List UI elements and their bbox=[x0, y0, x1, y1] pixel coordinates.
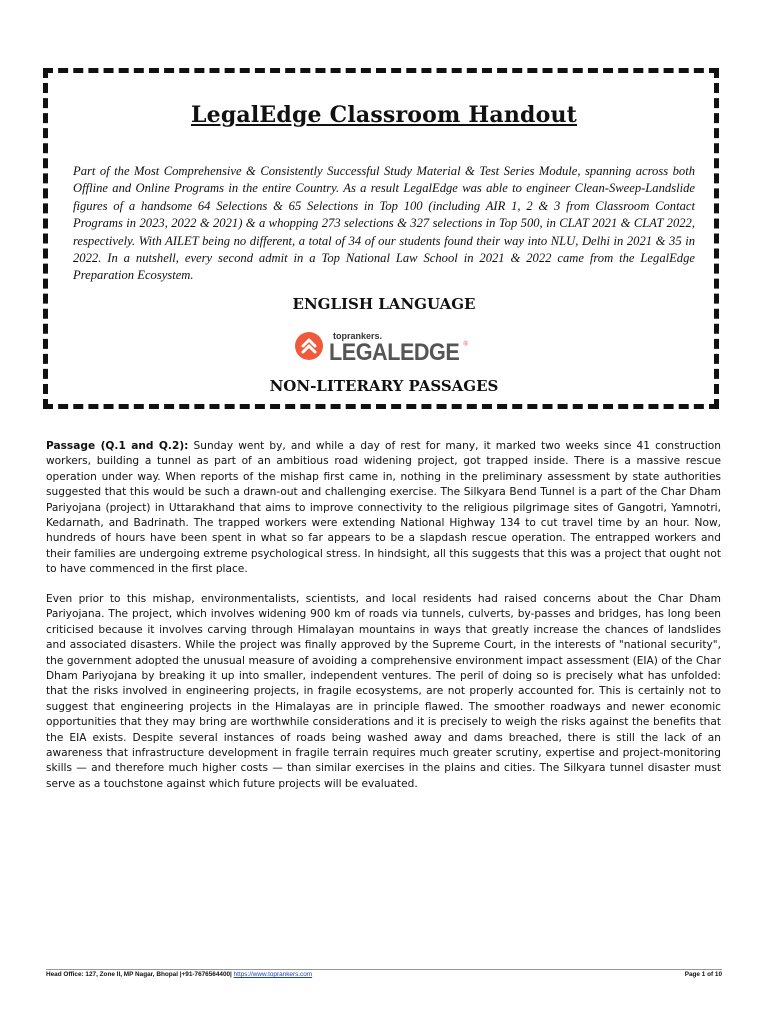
section-subtitle: NON-LITERARY PASSAGES bbox=[269, 377, 499, 395]
page-number: Page 1 of 10 bbox=[684, 971, 722, 978]
logo-brand-small: toprankers. bbox=[333, 331, 383, 341]
subject-heading: ENGLISH LANGUAGE bbox=[292, 295, 476, 313]
legaledge-logo bbox=[295, 328, 475, 368]
passage-text-1: Sunday went by, and while a day of rest for many, it marked two weeks since 41 construction workers, building a tunnel as part of an ambitious road widening project, got trapped inside. There is a massive rescue operation under way. When reports of the mishap first came in, nothing in the preliminary assessment by state authorities suggested that this would be such a drawn-out and challenging exercise. The Silkyara Bend Tunnel is a part of the Char Dham Pariyojana (project) in Uttarakhand that aims to improve connectivity to the religious pilgrimage sites of Gangotri, Yamnotri, Kedarnath, and Badrinath. The trapped workers were extending National Highway 134 to cut travel time by an hour. Now, hundreds of hours have been spent in what so far appears to be a slapdash rescue operation. The entrapped workers and their families are undergoing extreme psychological stress. In hindsight, all this suggests that this was a project that ought not to have commenced in the first place. bbox=[46, 440, 722, 576]
footer-website-link[interactable]: https://www.toprankers.com bbox=[233, 971, 313, 978]
footer-divider bbox=[46, 969, 722, 970]
legaledge-logo-icon bbox=[295, 332, 323, 360]
passage-paragraph-1 bbox=[46, 439, 721, 578]
passage-label: Passage (Q.1 and Q.2): bbox=[46, 440, 189, 452]
handout-title: LegalEdge Classroom Handout bbox=[190, 102, 578, 128]
handout-intro: Part of the Most Comprehensive & Consistently Successful Study Material & Test Series Module, spanning across both Offline and Online Programs in the entire Country. As a result LegalEdge was able to engineer Clean-Sweep-Landslide figures of a handsome 64 Selections & 65 Selections in Top 100 (including AIR 1, 2 & 3 from Classroom Contact Programs in 2023, 2022 & 2021) & a whopping 273 selections & 327 selections in Top 500, in CLAT 2021 & CLAT 2022, respectively. With AILET being no different, a total of 34 of our students found their way into NLU, Delhi in 2021 & 35 in 2022. In a nutshell, every second admit in a Top National Law School in 2021 & 2022 came from the LegalEdge Preparation Ecosystem. bbox=[73, 164, 695, 283]
passage-paragraph-2: Even prior to this mishap, environmentalists, scientists, and local residents had raised concerns about the Char Dham Pariyojana. The project, which involves widening 900 km of roads via tunnels, culverts, by-passes and bridges, has long been criticised because it involves carving through Himalayan mountains in ways that greatly increase the chances of landslides and associated disasters. While the project was finally approved by the Supreme Court, in the interests of "national security", the government adopted the unusual measure of avoiding a comprehensive environment impact assessment (EIA) of the Char Dham Pariyojana by breaking it up into smaller, independent ventures. The peril of doing so is precisely what has unfolded: that the risks involved in engineering projects, in fragile ecosystems, are not properly accounted for. This is certainly not to suggest that engineering projects in the Himalayas are in principle flawed. The smoother roadways and newer economic opportunities that they may bring are worthwhile considerations and it is precisely to weigh the risks against the benefits that the EIA exists. Despite several instances of roads being washed away and dams breached, there is still the lack of an awareness that infrastructure development in fragile terrain requires much greater scrutiny, expertise and project-monitoring skills — and therefore much higher costs — than similar exercises in the plains and cities. The Silkyara tunnel disaster must serve as a touchstone against which future projects will be evaluated. bbox=[46, 593, 721, 790]
page-footer bbox=[46, 971, 722, 978]
logo-registered-mark: ® bbox=[463, 340, 469, 348]
logo-brand-main: LEGALEDGE bbox=[329, 339, 460, 366]
footer-office: Head Office: 127, Zone II, MP Nagar, Bhopal |+91-7676564400| bbox=[46, 971, 234, 978]
